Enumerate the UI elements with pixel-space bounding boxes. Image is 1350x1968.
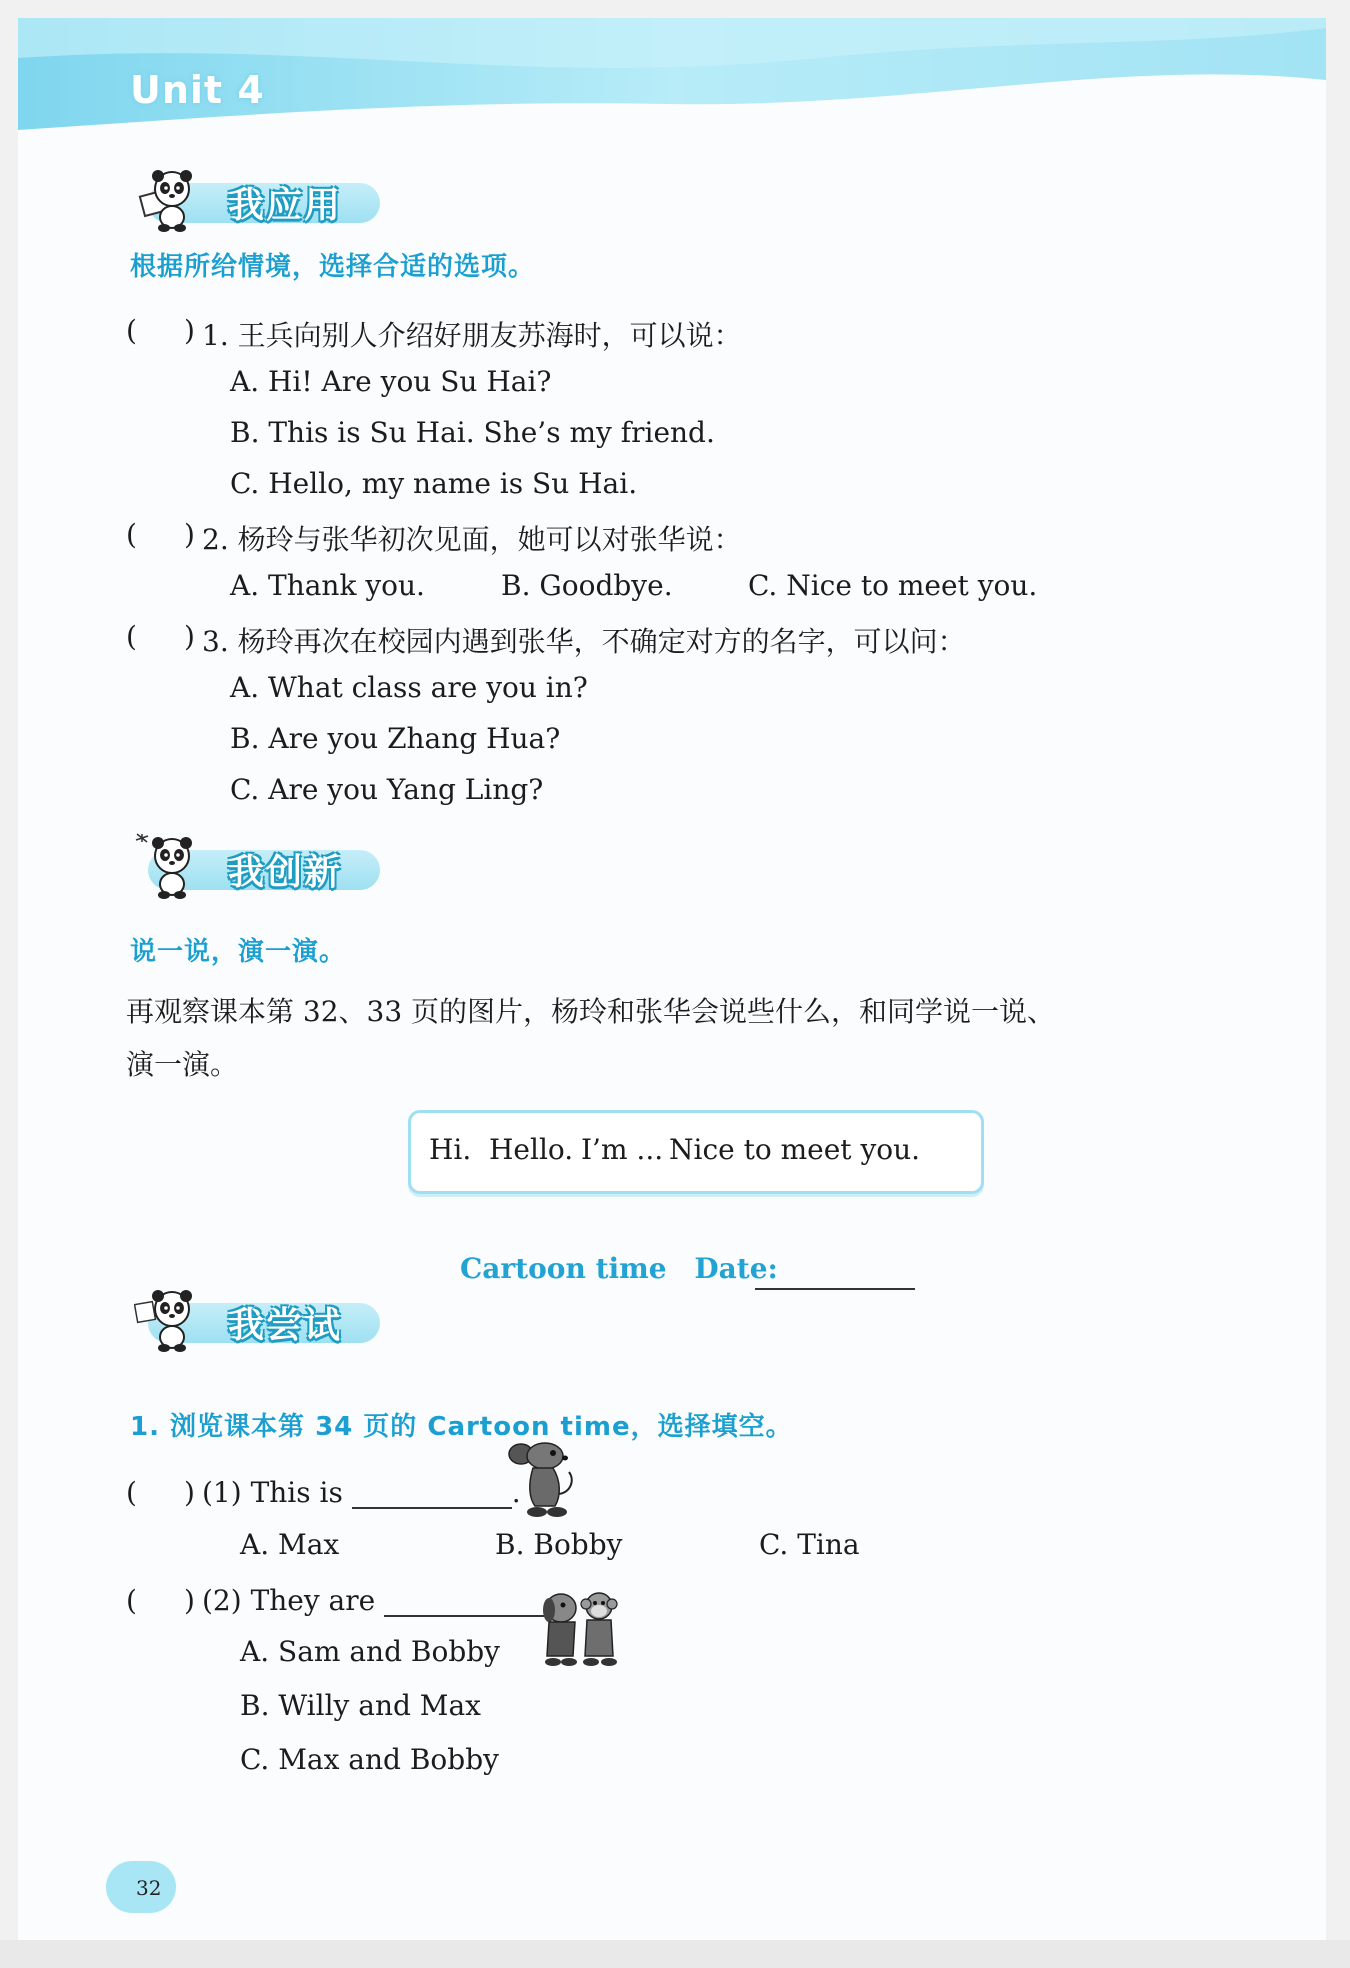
section-title: 我尝试	[228, 1305, 343, 1346]
option: A. What class are you in?	[230, 671, 588, 704]
option: B. Are you Zhang Hua?	[230, 722, 561, 755]
option: C. Hello, my name is Su Hai.	[230, 467, 638, 500]
section-title: 我创新	[228, 852, 343, 893]
answer-paren-close: )	[184, 620, 195, 653]
answer-paren-open: (	[126, 518, 137, 551]
answer-paren-open: (	[126, 314, 137, 347]
phrase: Hi.	[429, 1133, 472, 1166]
dog-and-monkey-characters-icon	[533, 1586, 629, 1672]
section-header-apply	[130, 163, 390, 233]
option: A. Hi! Are you Su Hai?	[230, 365, 552, 398]
fill-blank[interactable]	[384, 1593, 556, 1617]
instruction-apply: 根据所给情境，选择合适的选项。	[130, 252, 536, 282]
phrase: I’m ...	[581, 1133, 664, 1166]
answer-paren-close: )	[184, 518, 195, 551]
phrase: Nice to meet you.	[669, 1133, 921, 1166]
section-header-try	[130, 1283, 390, 1353]
section-header-create	[130, 830, 390, 900]
page-number: 32	[136, 1876, 162, 1900]
option: A. Thank you.	[230, 569, 425, 602]
instruction-create: 说一说，演一演。	[130, 937, 347, 967]
answer-paren-close: )	[184, 1584, 195, 1617]
answer-paren-open: (	[126, 1584, 137, 1617]
option: C. Are you Yang Ling?	[230, 773, 544, 806]
workbook-page	[18, 18, 1326, 1943]
date-blank[interactable]	[755, 1288, 915, 1290]
option: B. Willy and Max	[240, 1689, 481, 1722]
stem-end: .	[511, 1476, 521, 1509]
cartoon-time-heading	[460, 1252, 778, 1285]
paragraph-line: 演一演。	[126, 1048, 239, 1081]
option: A. Max	[240, 1528, 340, 1561]
panda-icon	[134, 163, 204, 233]
stem-text: (2) They are	[202, 1584, 376, 1617]
option: B. Goodbye.	[501, 569, 673, 602]
fill-blank[interactable]	[352, 1485, 512, 1509]
phrase-box	[408, 1110, 984, 1194]
option: C. Nice to meet you.	[748, 569, 1038, 602]
question-stem: 2. 杨玲与张华初次见面，她可以对张华说：	[202, 523, 742, 556]
answer-paren-close: )	[184, 1476, 195, 1509]
question-stem: 1. 王兵向别人介绍好朋友苏海时，可以说：	[202, 319, 742, 352]
mouse-character-icon	[503, 1436, 583, 1526]
cartoon-time-title: Cartoon time	[460, 1252, 667, 1285]
panda-icon	[134, 830, 204, 900]
phrase: Hello.	[489, 1133, 574, 1166]
paragraph-line: 再观察课本第 32、33 页的图片，杨玲和张华会说些什么，和同学说一说、	[126, 995, 1056, 1028]
question-stem	[202, 1476, 521, 1509]
panda-icon	[134, 1283, 204, 1353]
answer-paren-open: (	[126, 1476, 137, 1509]
section-title: 我应用	[228, 185, 343, 226]
answer-paren-open: (	[126, 620, 137, 653]
option: B. Bobby	[495, 1528, 623, 1561]
option: C. Max and Bobby	[240, 1743, 499, 1776]
option: B. This is Su Hai. She’s my friend.	[230, 416, 715, 449]
stem-text: (1) This is	[202, 1476, 343, 1509]
question-stem: 3. 杨玲再次在校园内遇到张华，不确定对方的名字，可以问：	[202, 625, 966, 658]
page-edge	[0, 1940, 1350, 1968]
question-stem	[202, 1584, 565, 1617]
option: C. Tina	[759, 1528, 860, 1561]
instruction-try: 1. 浏览课本第 34 页的 Cartoon time，选择填空。	[130, 1412, 793, 1442]
option: A. Sam and Bobby	[240, 1635, 500, 1668]
date-label: Date:	[694, 1252, 778, 1285]
unit-title: Unit 4	[130, 68, 265, 112]
answer-paren-close: )	[184, 314, 195, 347]
